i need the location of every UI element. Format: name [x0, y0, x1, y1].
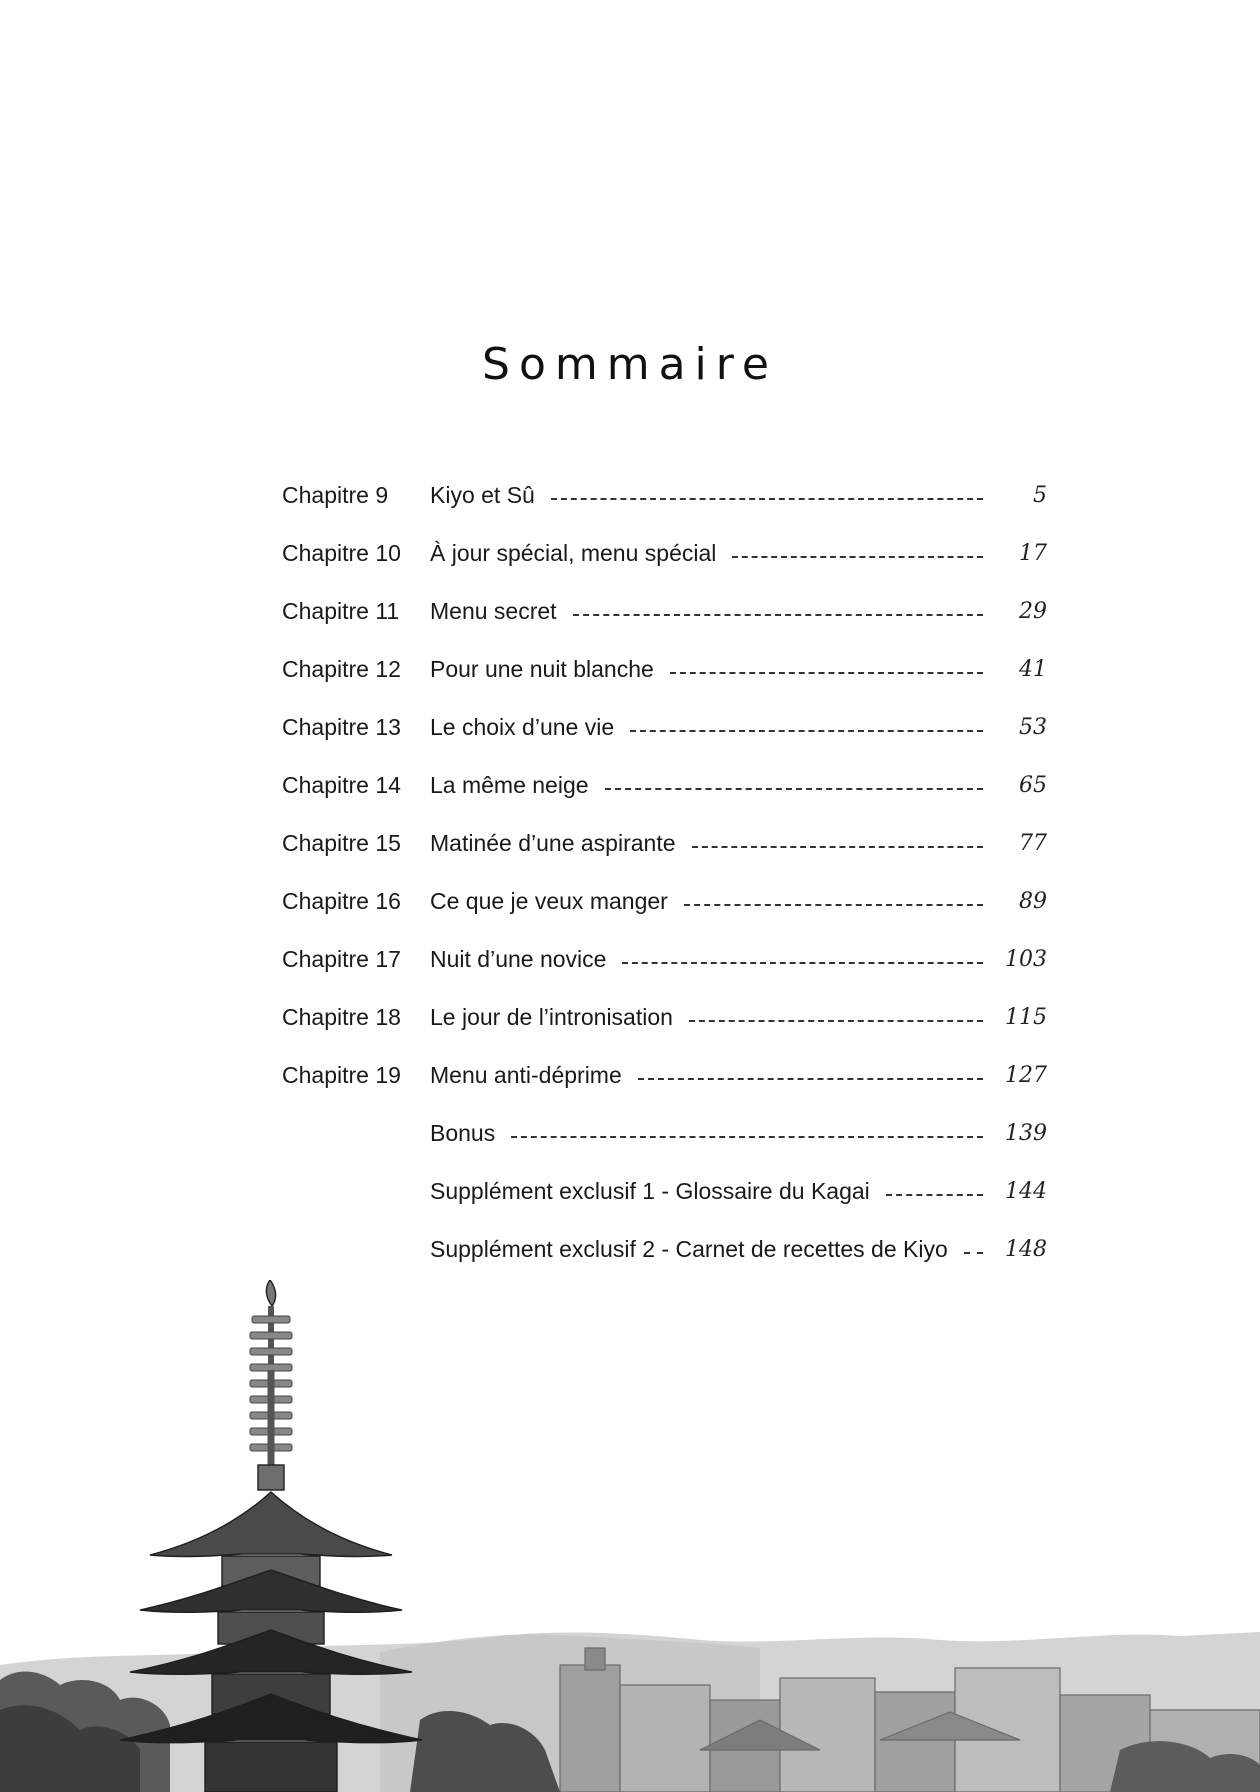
page-number: 53: [1019, 714, 1047, 740]
chapter-label: Chapitre 18: [282, 1003, 401, 1030]
dot-leader: [692, 846, 984, 848]
chapter-label: Chapitre 15: [282, 829, 401, 856]
page-number: 127: [1005, 1062, 1047, 1088]
toc-entry: [430, 1004, 999, 1031]
dot-leader: [886, 1194, 983, 1196]
toc-row: [282, 466, 1047, 524]
toc-entry: [430, 772, 999, 799]
toc-entry: [430, 946, 999, 973]
chapter-label: Chapitre 11: [282, 597, 400, 624]
toc-row: [282, 988, 1047, 1046]
chapter-title: Bonus: [430, 1119, 496, 1146]
dot-leader: [551, 498, 983, 500]
page-number: 65: [1019, 772, 1047, 798]
chapter-label: Chapitre 16: [282, 887, 401, 914]
toc-row: [282, 524, 1047, 582]
page-number: 5: [1033, 482, 1047, 508]
toc-entry: [430, 1120, 999, 1147]
chapter-label: Chapitre 13: [282, 713, 401, 740]
toc-entry: [430, 1236, 999, 1263]
page-number: 17: [1019, 540, 1047, 566]
chapter-title: La même neige: [430, 771, 589, 798]
chapter-title: Menu anti-déprime: [430, 1061, 622, 1088]
chapter-label: Chapitre 12: [282, 655, 401, 682]
toc-entry: [430, 714, 999, 741]
toc-entry: [430, 1062, 999, 1089]
chapter-title: Supplément exclusif 2 - Carnet de recettes de Kiyo: [430, 1235, 948, 1262]
toc-entry: [430, 1178, 999, 1205]
toc-row: [282, 698, 1047, 756]
chapter-label: Chapitre 14: [282, 771, 401, 798]
dot-leader: [511, 1136, 983, 1138]
toc-row: [282, 872, 1047, 930]
page-number: 144: [1005, 1178, 1047, 1204]
pagoda-cityscape-illustration: [0, 1280, 1260, 1792]
chapter-label: Chapitre 9: [282, 481, 389, 508]
dot-leader: [622, 962, 983, 964]
toc-entry: [430, 656, 999, 683]
dot-leader: [573, 614, 983, 616]
table-of-contents: [282, 466, 1047, 1278]
dot-leader: [964, 1252, 983, 1254]
page-number: 77: [1019, 830, 1047, 856]
page-number: 41: [1019, 656, 1047, 682]
page-number: 89: [1019, 888, 1047, 914]
toc-row: [282, 930, 1047, 988]
toc-entry: [430, 888, 999, 915]
toc-row: [282, 1162, 1047, 1220]
toc-row: [282, 1104, 1047, 1162]
dot-leader: [630, 730, 983, 732]
chapter-label: Chapitre 19: [282, 1061, 401, 1088]
toc-row: [282, 582, 1047, 640]
chapter-label: Chapitre 17: [282, 945, 401, 972]
toc-entry: [430, 598, 999, 625]
dot-leader: [732, 556, 983, 558]
chapter-title: Supplément exclusif 1 - Glossaire du Kagai: [430, 1177, 870, 1204]
page-number: 115: [1005, 1004, 1047, 1030]
page-title: Sommaire: [482, 339, 778, 391]
dot-leader: [670, 672, 983, 674]
chapter-title: À jour spécial, menu spécial: [430, 539, 717, 566]
toc-entry: [430, 540, 999, 567]
chapter-title: Menu secret: [430, 597, 557, 624]
chapter-title: Le choix d’une vie: [430, 713, 615, 740]
toc-entry: [430, 830, 999, 857]
chapter-title: Nuit d’une novice: [430, 945, 607, 972]
chapter-label: Chapitre 10: [282, 539, 401, 566]
toc-row: [282, 756, 1047, 814]
chapter-title: Pour une nuit blanche: [430, 655, 654, 682]
page-number: 103: [1005, 946, 1047, 972]
page-number: 29: [1019, 598, 1047, 624]
toc-row: [282, 1220, 1047, 1278]
page-number: 148: [1005, 1236, 1047, 1262]
chapter-title: Kiyo et Sû: [430, 481, 535, 508]
dot-leader: [689, 1020, 983, 1022]
dot-leader: [684, 904, 983, 906]
toc-row: [282, 640, 1047, 698]
toc-row: [282, 814, 1047, 872]
chapter-title: Matinée d’une aspirante: [430, 829, 676, 856]
dot-leader: [638, 1078, 983, 1080]
page-number: 139: [1005, 1120, 1047, 1146]
toc-row: [282, 1046, 1047, 1104]
toc-entry: [430, 482, 999, 509]
chapter-title: Le jour de l’intronisation: [430, 1003, 673, 1030]
dot-leader: [605, 788, 983, 790]
chapter-title: Ce que je veux manger: [430, 887, 668, 914]
